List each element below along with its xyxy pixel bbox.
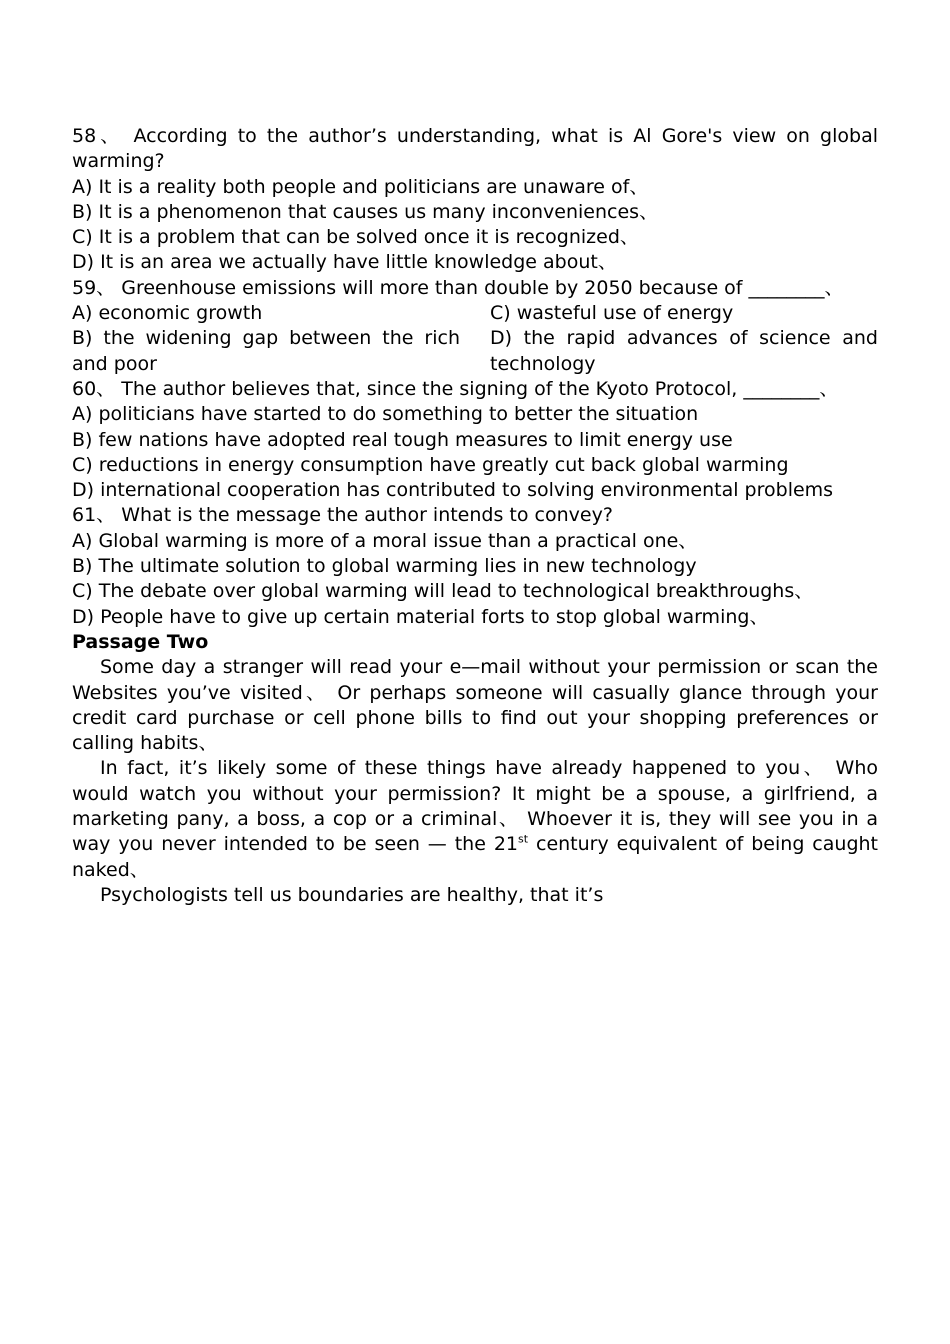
- question-58-option-b: B) It is a phenomenon that causes us many inconveniences、: [72, 200, 659, 223]
- passage-paragraph-2-text: In fact, it’s likely some of these things have already happened to you、 Who would watch you without your permission? It might be a spouse, a girlfriend, a marketing pany, a boss, a cop or a criminal、 Whoever it is, they will see you in a way you never intended to be seen — the 21: [72, 757, 878, 856]
- question-59-options-row-1: [72, 301, 878, 326]
- passage-paragraph-3: Psychologists tell us boundaries are healthy, that it’s: [100, 883, 604, 906]
- question-58-stem: 58、 According to the author’s understanding, what is Al Gore's view on global warming?: [72, 125, 878, 173]
- question-61-option-b: B) The ultimate solution to global warming lies in new technology: [72, 555, 697, 578]
- question-59-stem: 59、 Greenhouse emissions will more than double by 2050 because of ________、: [72, 276, 844, 299]
- question-59-options-row-2: [72, 326, 878, 377]
- question-59-option-d: D) the rapid advances of science and technology: [490, 327, 878, 375]
- question-59-option-c: C) wasteful use of energy: [490, 302, 734, 325]
- question-60-option-b: B) few nations have adopted real tough measures to limit energy use: [72, 428, 733, 451]
- question-58-option-a: A) It is a reality both people and politicians are unaware of、: [72, 175, 649, 198]
- question-59-option-b: B) the widening gap between the rich and poor: [72, 327, 460, 375]
- question-61-option-d: D) People have to give up certain material forts to stop global warming、: [72, 605, 769, 628]
- question-58-option-d: D) It is an area we actually have little knowledge about、: [72, 251, 617, 274]
- passage-paragraph-2: [72, 756, 878, 882]
- ordinal-suffix: st: [518, 832, 529, 846]
- question-60-option-a: A) politicians have started to do something to better the situation: [72, 403, 699, 426]
- question-61-stem: 61、 What is the message the author intends to convey?: [72, 504, 613, 527]
- question-61-option-c: C) The debate over global warming will lead to technological breakthroughs、: [72, 580, 814, 603]
- document-page: [72, 124, 878, 908]
- question-60-stem: 60、 The author believes that, since the signing of the Kyoto Protocol, ________、: [72, 377, 839, 400]
- passage-heading: Passage Two: [72, 630, 209, 653]
- question-61-option-a: A) Global warming is more of a moral issue than a practical one、: [72, 529, 698, 552]
- question-58-option-c: C) It is a problem that can be solved once it is recognized、: [72, 226, 639, 249]
- passage-paragraph-1: Some day a stranger will read your e—mail without your permission or scan the Websites you’ve visited、 Or perhaps someone will casually glance through your credit card purchase or cell phone bills to find out your shopping preferences or calling habits、: [72, 656, 878, 755]
- question-59-option-a: A) economic growth: [72, 302, 263, 325]
- question-60-option-d: D) international cooperation has contributed to solving environmental problems: [72, 479, 834, 502]
- question-60-option-c: C) reductions in energy consumption have greatly cut back global warming: [72, 453, 789, 476]
- passage-paragraph-2-end: century equivalent of being caught naked、: [72, 833, 878, 881]
